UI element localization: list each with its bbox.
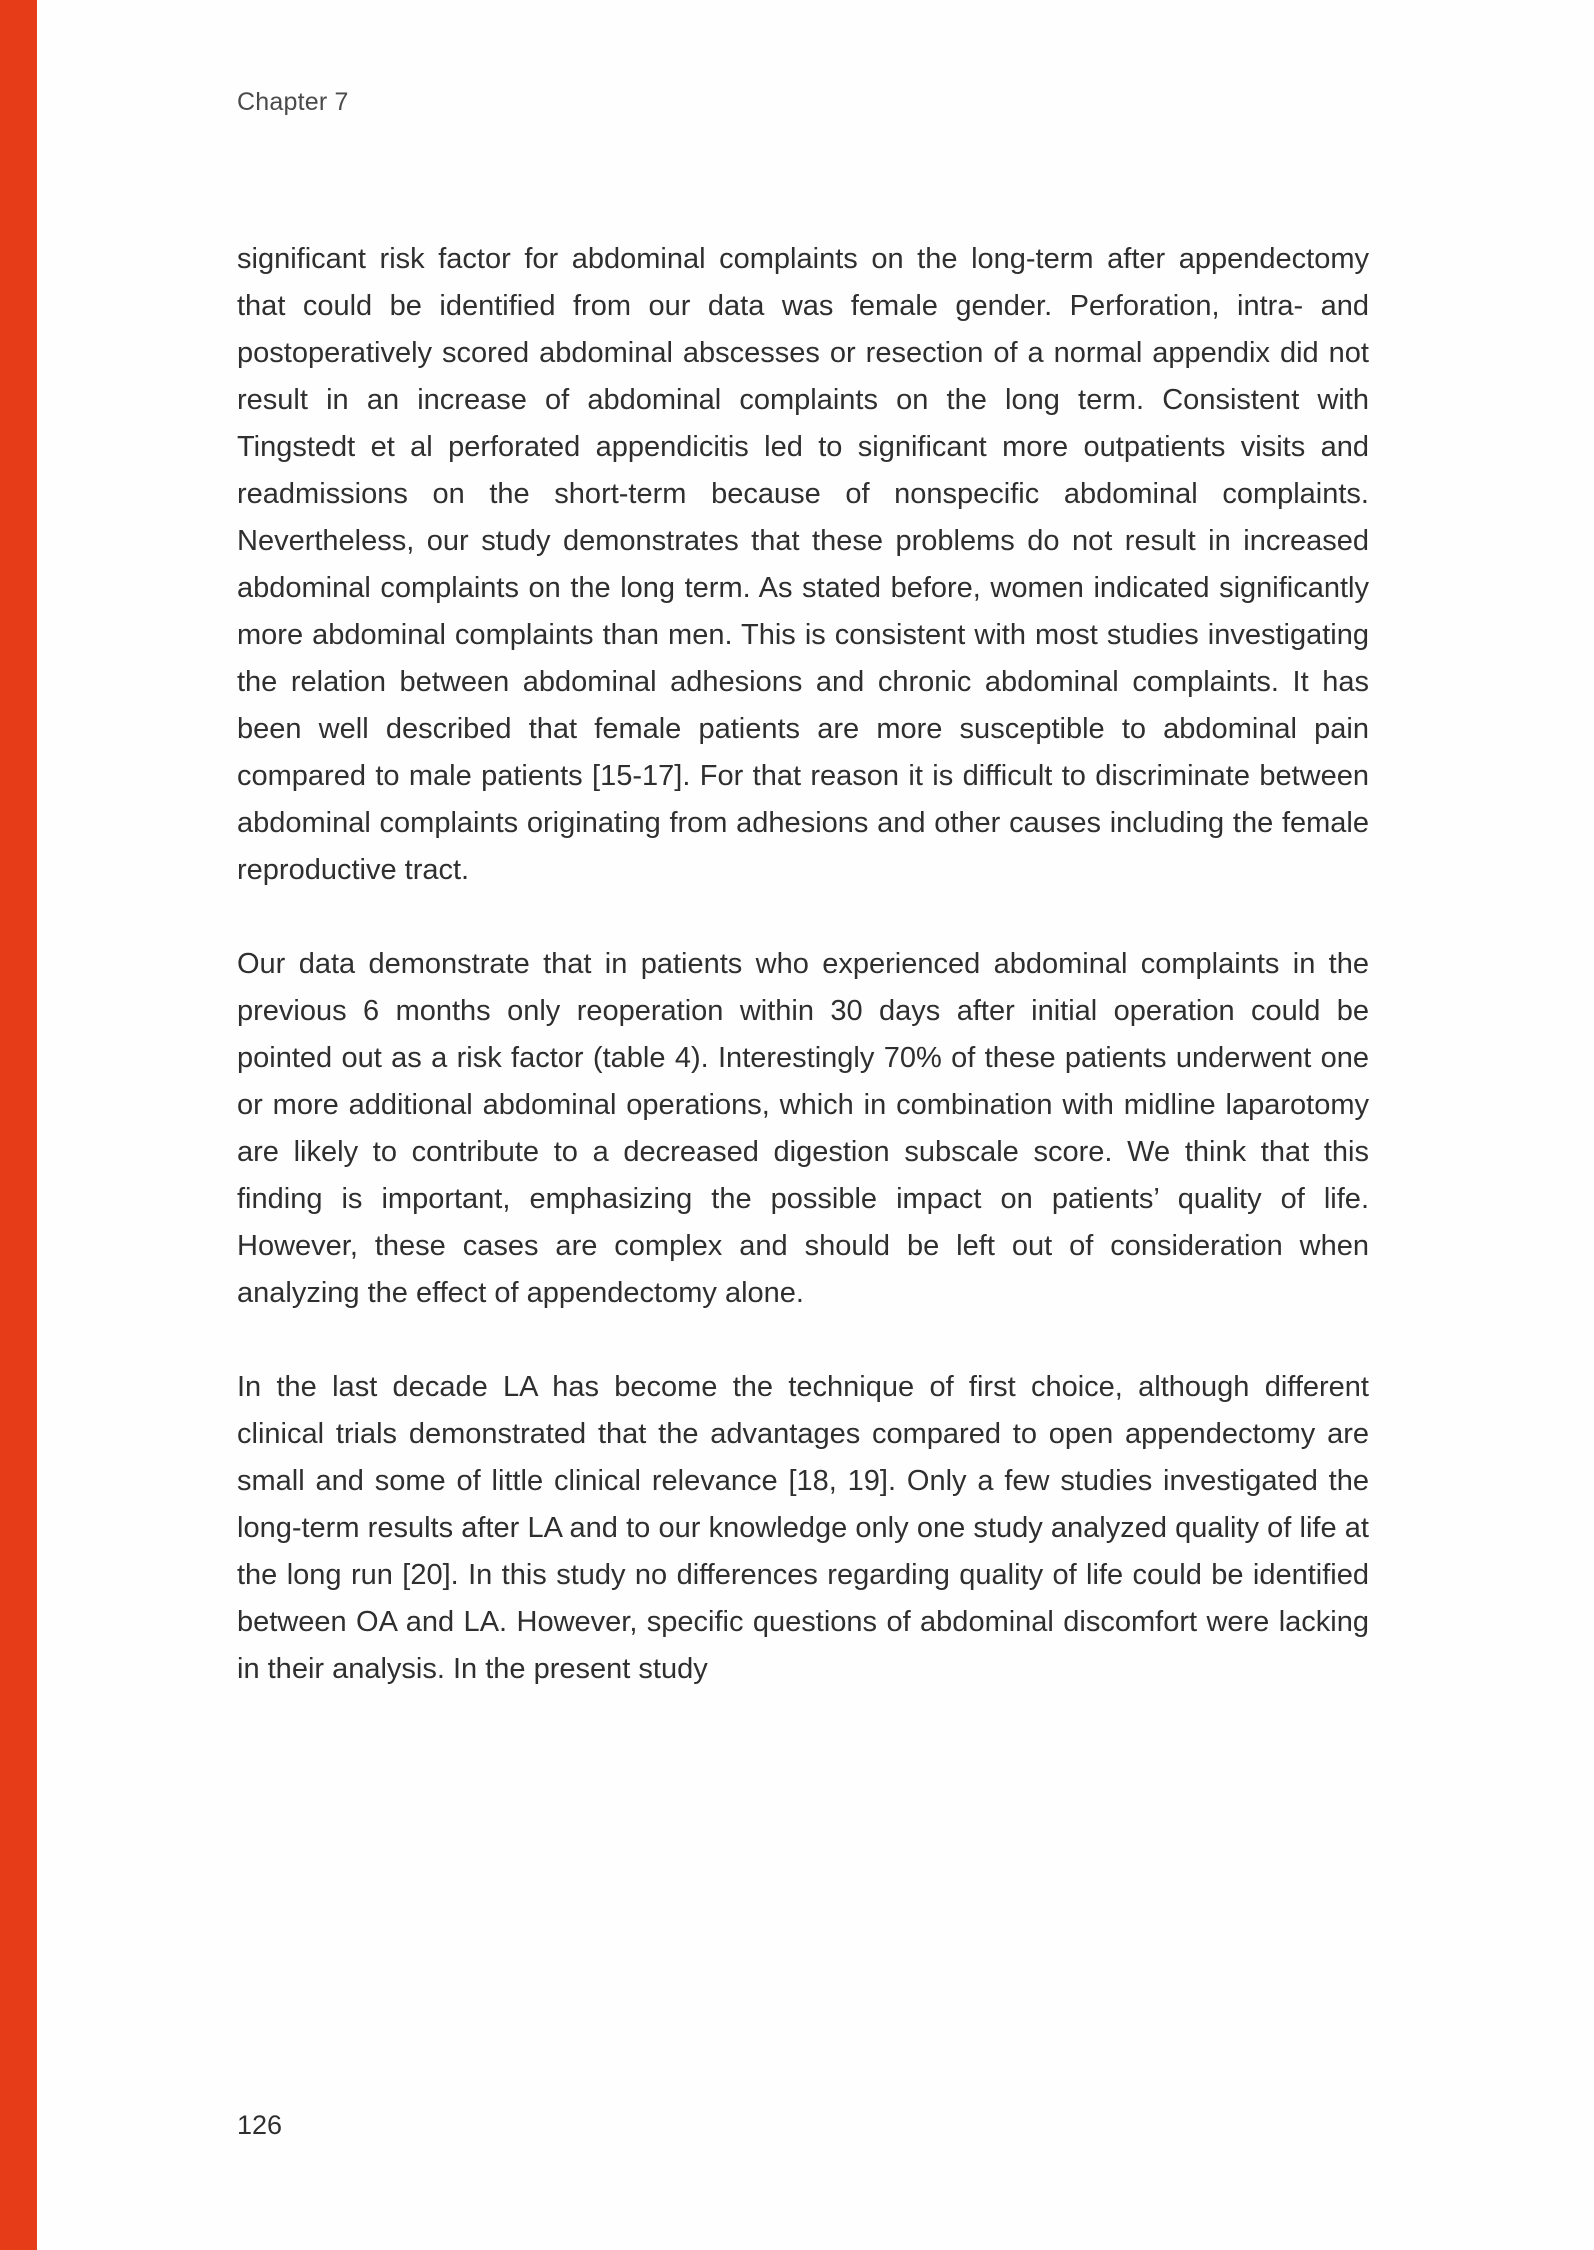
body-text	[237, 236, 1369, 1693]
paragraph-2: Our data demonstrate that in patients who experienced abdominal complaints in the previous 6 months only reoperation within 30 days after initial operation could be pointed out as a risk factor (table 4). Interestingly 70% of these patients underwent one or more additional abdominal operations, which in combination with midline laparotomy are likely to contribute to a decreased digestion subscale score. We think that this finding is important, emphasizing the possible impact on patients’ quality of life. However, these cases are complex and should be left out of consideration when analyzing the effect of appendectomy alone.	[237, 948, 1369, 1309]
page-edge-strip	[0, 0, 37, 2250]
paragraph-3: In the last decade LA has become the technique of first choice, although different clinical trials demonstrated that the advantages compared to open appendectomy are small and some of little clinical relevance [18, 19]. Only a few studies investigated the long-term results after LA and to our knowledge only one study analyzed quality of life at the long run [20]. In this study no differences regarding quality of life could be identified between OA and LA. However, specific questions of abdominal discomfort were lacking in their analysis. In the present study	[237, 1371, 1369, 1685]
page-number: 126	[237, 2110, 283, 2140]
chapter-header: Chapter 7	[237, 88, 349, 116]
paragraph-1: significant risk factor for abdominal complaints on the long-term after appendectomy that could be identified from our data was female gender. Perforation, intra- and postoperatively scored abdominal abscesses or resection of a normal appendix did not result in an increase of abdominal complaints on the long term. Consistent with Tingstedt et al perforated appendicitis led to significant more outpatients visits and readmissions on the short-term because of nonspecific abdominal complaints. Nevertheless, our study demonstrates that these problems do not result in increased abdominal complaints on the long term. As stated before, women indicated significantly more abdominal complaints than men. This is consistent with most studies investigating the relation between abdominal adhesions and chronic abdominal complaints. It has been well described that female patients are more susceptible to abdominal pain compared to male patients [15-17]. For that reason it is difficult to discriminate between abdominal complaints originating from adhesions and other causes including the female reproductive tract.	[237, 243, 1369, 886]
